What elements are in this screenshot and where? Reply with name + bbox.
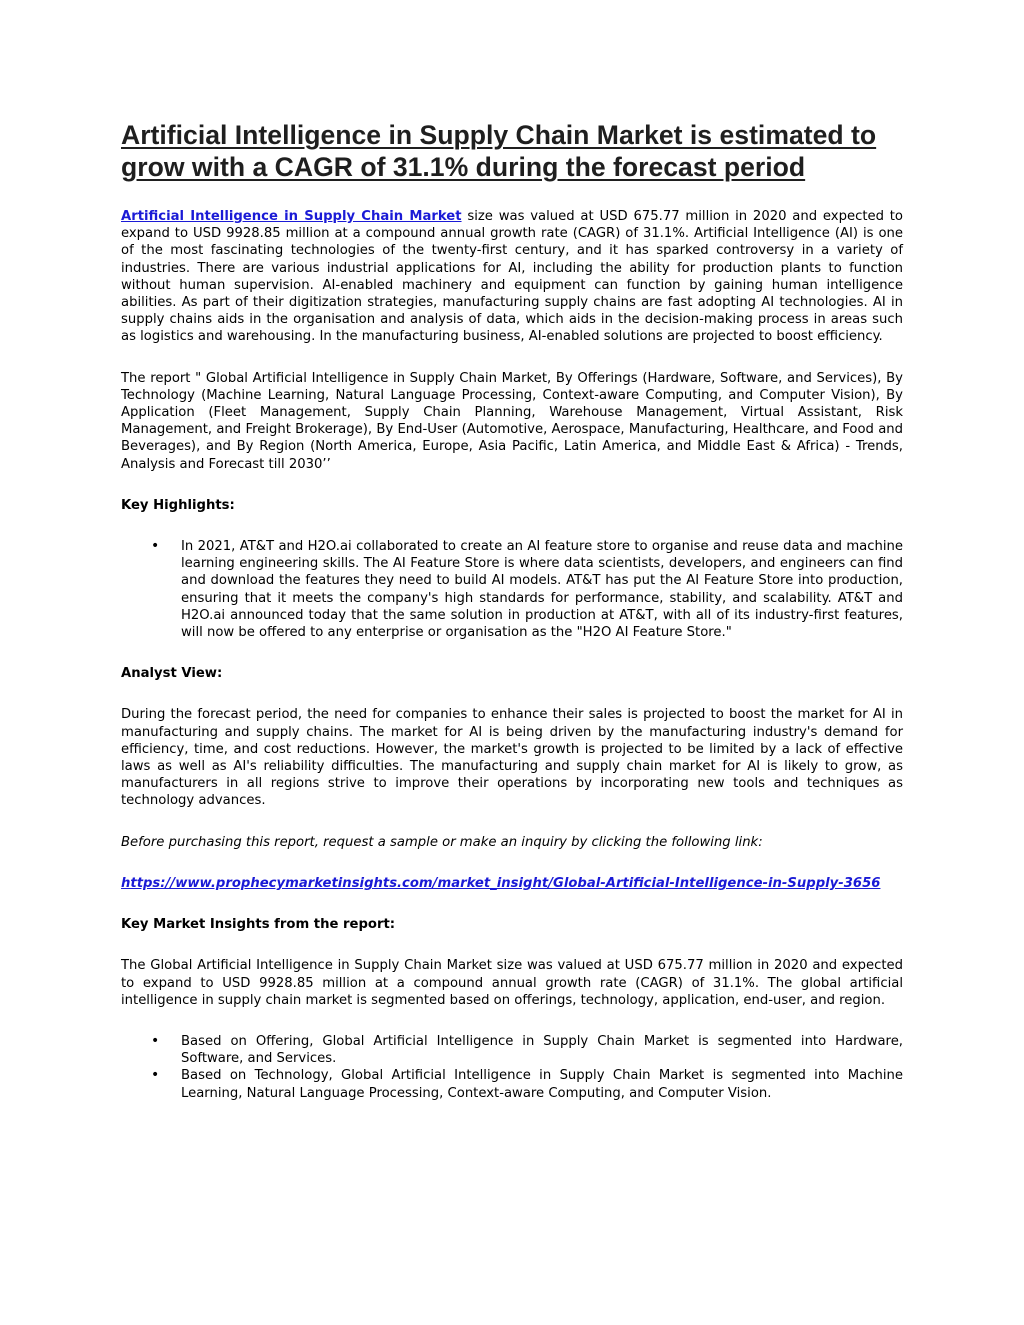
report-description-paragraph: The report " Global Artificial Intelligence in Supply Chain Market, By Offerings (Hardware, Software, and Services), By Technology (Machine Learning, Natural Language Processing, Context-aware Computing, and Computer Vision), By Application (Fleet Management, Supply Chain Planning, Warehouse Management, Virtual Assistant, Risk Management, and Freight Brokerage), By End-User (Automotive, Aerospace, Manufacturing, Healthcare, and Food and Beverages), and By Region (North America, Europe, Asia Pacific, Latin America, and Middle East & Africa) - Trends, Analysis and Forecast till 2030’’	[121, 370, 903, 472]
analyst-view-heading: Analyst View:	[121, 666, 223, 682]
bullet-icon: •	[151, 538, 160, 555]
analyst-view-paragraph: During the forecast period, the need for companies to enhance their sales is projected to boost the market for AI in manufacturing and supply chains. The market for AI is being driven by the manufacturing industry's demand for efficiency, time, and cost reductions. However, the market's growth is projected to be limited by a lack of effective laws as well as AI's reliability difficulties. The manufacturing and supply chain market for AI is likely to grow, as manufacturers in all regions strive to improve their operations by incorporating new tools and techniques as technology advances.	[121, 707, 903, 809]
intro-text: size was valued at USD 675.77 million in 2020 and expected to expand to USD 9928.85 million at a compound annual growth rate (CAGR) of 31.1%. Artificial Intelligence (AI) is one of the most fascinating technologies of the twenty-first century, and it has sparked controversy in a variety of industries. There are various industrial applications for AI, including the ability for production plants to function without human supervision. AI-enabled machinery and equipment can function by gaining human intelligence abilities. As part of their digitization strategies, manufacturing supply chains are fast adopting AI technologies. AI in supply chains aids in the organisation and analysis of data, which aids in the decision-making process in areas such as logistics and warehousing. In the manufacturing business, AI-enabled solutions are projected to boost efficiency.	[121, 209, 904, 345]
list-item	[121, 1033, 903, 1067]
bullet-icon: •	[151, 1032, 160, 1049]
list-item-text: In 2021, AT&T and H2O.ai collaborated to create an AI feature store to organise and reuse data and machine learning engineering skills. The AI Feature Store is where data scientists, developers, and engineers can find and download the features they need to build AI models. AT&T has put the AI Feature Store into production, ensuring that it meets the company's high standards for performance, stability, and scalability. AT&T and H2O.ai announced today that the same solution in production at AT&T, with all of its industry-first features, will now be offered to any enterprise or organisation as the "H2O AI Feature Store."	[181, 539, 903, 641]
market-name-link[interactable]: Artificial Intelligence in Supply Chain Market	[121, 209, 462, 224]
bullet-icon: •	[151, 1067, 160, 1084]
list-item-text: Based on Offering, Global Artificial Intelligence in Supply Chain Market is segmented into Hardware, Software, and Services.	[181, 1033, 903, 1067]
key-highlights-list	[121, 538, 903, 641]
list-item	[121, 1067, 903, 1101]
key-market-insights-paragraph: The Global Artificial Intelligence in Supply Chain Market size was valued at USD 675.77 million in 2020 and expected to expand to USD 9928.85 million at a compound annual growth rate (CAGR) of 31.1%. The global artificial intelligence in supply chain market is segmented based on offerings, technology, application, end-user, and region.	[121, 958, 903, 1008]
key-highlights-heading: Key Highlights:	[121, 497, 235, 513]
page-title: Artificial Intelligence in Supply Chain Market is estimated to grow with a CAGR of 31.1% during the forecast period	[121, 120, 877, 182]
list-item	[121, 538, 903, 641]
document-page	[121, 119, 903, 1102]
report-url-link[interactable]: https://www.prophecymarketinsights.com/market_insight/Global-Artificial-Intelligence-in-Supply-3656	[121, 875, 881, 891]
list-item-text: Based on Technology, Global Artificial Intelligence in Supply Chain Market is segmented into Machine Learning, Natural Language Processing, Context-aware Computing, and Computer Vision.	[181, 1068, 903, 1101]
sample-request-note: Before purchasing this report, request a sample or make an inquiry by clicking the following link:	[121, 834, 763, 850]
segments-list	[121, 1033, 903, 1102]
key-market-insights-heading: Key Market Insights from the report:	[121, 917, 396, 933]
intro-paragraph	[121, 208, 903, 346]
